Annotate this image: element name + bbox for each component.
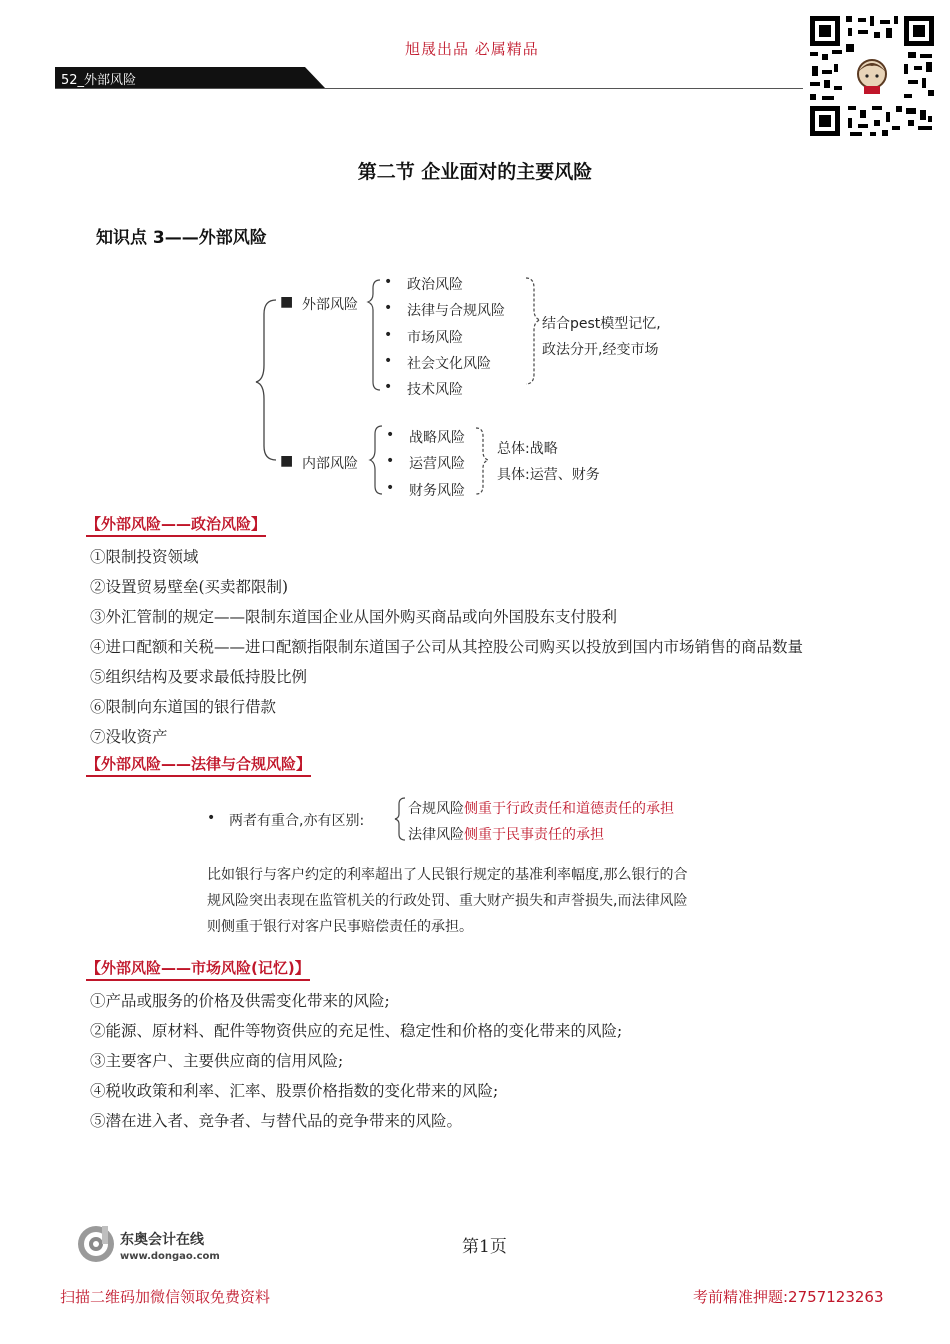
- external-risk-label: 外部风险: [302, 297, 358, 313]
- list-item: ⑦没收资产: [90, 728, 168, 746]
- knowledge-point-title: 知识点 3——外部风险: [96, 228, 267, 248]
- footer-left-note: 扫描二维码加微信领取免费资料: [60, 1288, 271, 1306]
- list-item: ⑤潜在进入者、竞争者、与替代品的竞争带来的风险。: [90, 1112, 463, 1130]
- legal-risk-heading: 【外部风险——法律与合规风险】: [86, 755, 311, 777]
- legal-risk-prefix: 法律风险: [408, 827, 464, 843]
- logo-url: www.dongao.com: [120, 1251, 220, 1262]
- list-item: ①产品或服务的价格及供需变化带来的风险;: [90, 992, 390, 1010]
- example-paragraph-line: 规风险突出表现在监管机关的行政处罚、重大财产损失和声誉损失,而法律风险: [207, 893, 688, 909]
- compliance-risk-emphasis: 侧重于行政责任和道德责任的承担: [464, 801, 674, 817]
- qr-code-icon: [808, 14, 936, 138]
- dot-bullet-icon: •: [207, 810, 216, 826]
- legal-risk-line: [408, 824, 604, 844]
- external-item: 市场风险: [407, 330, 463, 346]
- list-item: ⑥限制向东道国的银行借款: [90, 698, 277, 716]
- dot-bullet-icon: •: [386, 453, 395, 469]
- legal-bullet-lead: 两者有重合,亦有区别:: [229, 813, 365, 829]
- list-item: ④税收政策和利率、汇率、股票价格指数的变化带来的风险;: [90, 1082, 499, 1100]
- square-bullet-icon: ■: [280, 294, 294, 310]
- political-risk-heading: 【外部风险——政治风险】: [86, 515, 266, 537]
- internal-item: 战略风险: [409, 430, 465, 446]
- dot-bullet-icon: •: [386, 427, 395, 443]
- internal-note: 具体:运营、财务: [497, 467, 600, 483]
- square-bullet-icon: ■: [280, 453, 294, 469]
- dot-bullet-icon: •: [384, 327, 393, 343]
- list-item: ③外汇管制的规定——限制东道国企业从国外购买商品或向外国股东支付股利: [90, 608, 618, 626]
- external-item: 社会文化风险: [407, 356, 491, 372]
- logo-text: 东奥会计在线: [120, 1232, 204, 1248]
- legal-risk-emphasis: 侧重于民事责任的承担: [464, 827, 604, 843]
- compliance-risk-prefix: 合规风险: [408, 801, 464, 817]
- dot-bullet-icon: •: [384, 300, 393, 316]
- internal-note: 总体:战略: [497, 441, 558, 457]
- external-item: 法律与合规风险: [407, 303, 505, 319]
- header-tab-label: 52_外部风险: [61, 73, 137, 88]
- dot-bullet-icon: •: [384, 379, 393, 395]
- market-risk-heading: 【外部风险——市场风险(记忆)】: [86, 959, 310, 981]
- example-paragraph-line: 比如银行与客户约定的利率超出了人民银行规定的基准利率幅度,那么银行的合: [207, 867, 688, 883]
- internal-risk-label: 内部风险: [302, 456, 358, 472]
- dot-bullet-icon: •: [384, 353, 393, 369]
- compliance-risk-line: [408, 798, 674, 818]
- external-item: 政治风险: [407, 277, 463, 293]
- list-item: ③主要客户、主要供应商的信用风险;: [90, 1052, 344, 1070]
- header-divider: [55, 88, 803, 89]
- dongao-logo-icon: [76, 1224, 116, 1264]
- list-item: ①限制投资领域: [90, 548, 199, 566]
- dot-bullet-icon: •: [386, 480, 395, 496]
- section-title: 第二节 企业面对的主要风险: [357, 161, 593, 183]
- header-slogan: 旭晟出品 必属精品: [405, 40, 539, 58]
- legal-brace: [393, 796, 407, 842]
- dot-bullet-icon: •: [384, 274, 393, 290]
- page-number: 第1页: [462, 1237, 507, 1257]
- external-note: 政法分开,经变市场: [542, 342, 659, 358]
- internal-item: 运营风险: [409, 456, 465, 472]
- external-note: 结合pest模型记忆,: [542, 316, 661, 332]
- internal-item: 财务风险: [409, 483, 465, 499]
- list-item: ②设置贸易壁垒(买卖都限制): [90, 578, 289, 596]
- footer-right-note: 考前精准押题:2757123263: [693, 1288, 884, 1306]
- external-item: 技术风险: [407, 382, 463, 398]
- list-item: ②能源、原材料、配件等物资供应的充足性、稳定性和价格的变化带来的风险;: [90, 1022, 623, 1040]
- list-item: ④进口配额和关税——进口配额指限制东道国子公司从其控股公司购买以投放到国内市场销售的商品数量: [90, 638, 804, 656]
- example-paragraph-line: 则侧重于银行对客户民事赔偿责任的承担。: [207, 919, 473, 935]
- list-item: ⑤组织结构及要求最低持股比例: [90, 668, 308, 686]
